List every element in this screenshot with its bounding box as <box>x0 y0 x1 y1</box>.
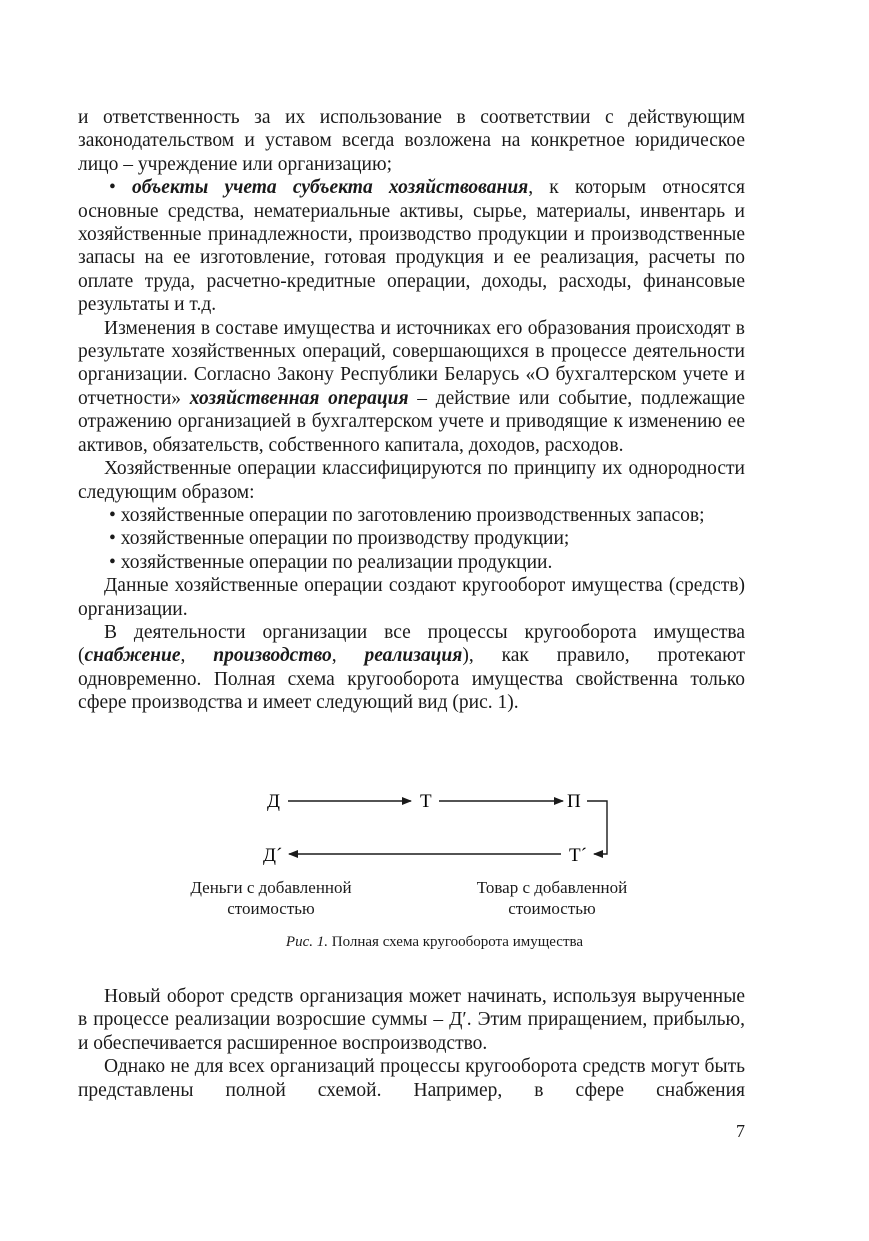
caption-prefix: Рис. 1. <box>285 934 328 950</box>
bold-term: реализация <box>364 645 463 667</box>
paragraph-5: Данные хозяйственные операции создают кругооборот имущества (средств) организации. <box>78 575 745 620</box>
node-d-prime: Д´ <box>263 845 283 866</box>
list-item-2: • хозяйственные операции по производству продукции; <box>109 528 570 550</box>
paragraph-text: ), как правило, протекают одновременно. Полная схема кругооборота имущества свойственна только сфере производства и имеет следующий вид (рис. 1). <box>78 645 746 714</box>
paragraph-text: , к которым относятся основные средства, нематериальные активы, сырье, материалы, инвентарь и хозяйственные принадлежности, производство продукции и производственные запасы на ее изготовление, готовая продукция и ее реализация, расчеты по оплате труда, расчетно-кредитные операции, доходы, расходы, финансовые результаты и т.д. <box>78 177 745 316</box>
caption-text: Полная схема кругооборота имущества <box>328 934 584 950</box>
paragraph-8: Однако не для всех организаций процессы кругооборота средств могут быть представлены полной схемой. Например, в сфере снабжения <box>78 1056 745 1101</box>
label-goods-line-1: Товар с добавленной <box>476 878 628 897</box>
label-goods-line-2: стоимостью <box>508 899 596 918</box>
paragraph-6 <box>78 621 745 715</box>
paragraph-4: Хозяйственные операции классифицируются по принципу их однородности следующим образом: <box>78 458 745 503</box>
paragraph-text: В деятельности организации все процессы кругооборота имущества ( <box>78 621 745 667</box>
page-number: 7 <box>736 1121 745 1141</box>
node-t-prime: Т´ <box>569 845 587 866</box>
bullet-mark: • <box>109 177 116 199</box>
figure-caption <box>0 933 869 951</box>
list-item-3: • хозяйственные операции по реализации продукции. <box>109 551 553 573</box>
node-p: П <box>567 791 581 812</box>
bold-term: производство <box>213 645 332 667</box>
paragraph-2 <box>78 176 745 316</box>
label-goods <box>442 877 662 919</box>
label-money-line-1: Деньги с добавленной <box>190 878 352 897</box>
bold-term: снабжение <box>84 645 181 667</box>
separator: , <box>331 645 365 667</box>
bold-term: хозяйственная операция <box>189 387 409 409</box>
label-money <box>161 877 381 919</box>
label-money-line-2: стоимостью <box>227 899 315 918</box>
body-text-bottom <box>78 985 745 1102</box>
paragraph-text: – действие или событие, подлежащие отражению организацией в бухгалтерском учете и приводящие к изменению ее активов, обязательств, собственного капитала, доходов, расходов. <box>78 387 745 456</box>
paragraph-3 <box>78 317 745 457</box>
node-t: Т <box>420 791 432 812</box>
bold-term: объекты учета субъекта хозяйствования <box>132 177 529 199</box>
paragraph-text: Изменения в составе имущества и источниках его образования происходят в результате хозяйственных операций, совершающихся в процессе деятельности организации. Согласно Закону Республики Беларусь «О бухгалтерском учете и отчетности» <box>78 317 745 409</box>
arrow-p-to-t-prime <box>587 801 607 854</box>
separator: , <box>180 645 214 667</box>
paragraph-7: Новый оборот средств организация может начинать, используя вырученные в процессе реализации возросшие суммы – Д′. Этим приращением, прибылью, и обеспечивается расширенное воспроизводство. <box>78 986 745 1054</box>
body-text-top <box>78 106 745 715</box>
node-d: Д <box>267 791 280 812</box>
list-item-1: • хозяйственные операции по заготовлению производственных запасов; <box>109 504 705 526</box>
paragraph-1: и ответственность за их использование в соответствии с действующим законодательством и уставом всегда возложена на конкретное юридическое лицо – учреждение или организацию; <box>78 107 745 175</box>
